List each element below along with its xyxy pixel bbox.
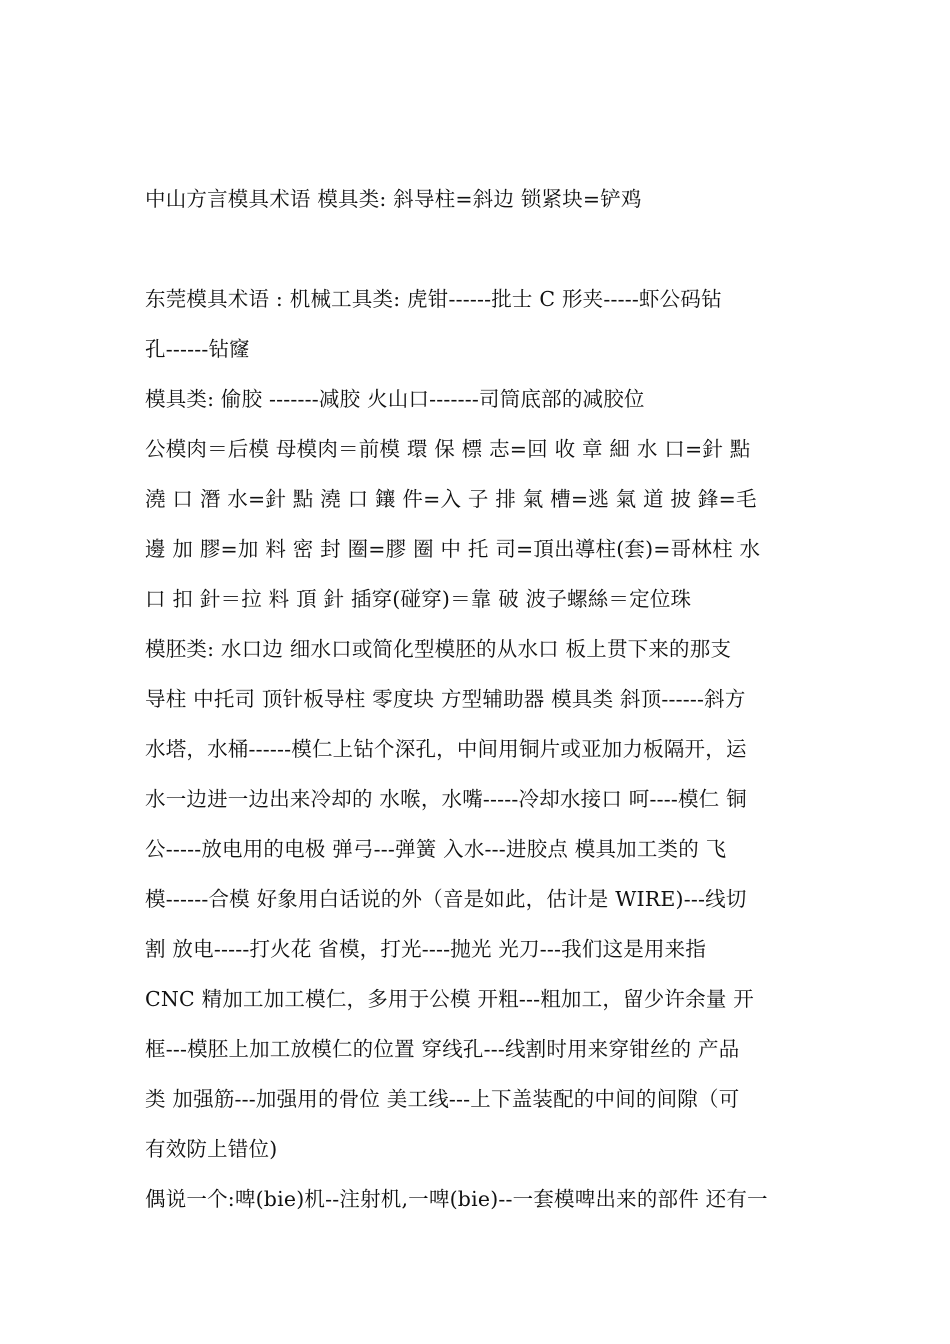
- text-line: 框---模胚上加工放模仁的位置 穿线孔---线割时用来穿钳丝的 产品: [145, 1037, 740, 1061]
- text-line: 澆 口 潛 水=針 點 澆 口 鑲 件=入 子 排 氣 槽=逃 氣 道 披 鋒=毛: [145, 487, 757, 511]
- text-line: 公模肉＝后模 母模肉＝前模 環 保 標 志=回 收 章 細 水 口=針 點: [145, 437, 751, 461]
- text-line: 模胚类: 水口边 细水口或简化型模胚的从水口 板上贯下来的那支: [145, 637, 732, 661]
- text-line: 中山方言模具术语 模具类: 斜导柱=斜边 锁紧块=铲鸡: [145, 187, 642, 211]
- text-line: 模具类: 偷胶 -------减胶 火山口-------司筒底部的减胶位: [145, 387, 645, 411]
- text-line: 有效防上错位): [145, 1137, 278, 1161]
- text-line: 公-----放电用的电极 弹弓---弹簧 入水---进胶点 模具加工类的 飞: [145, 837, 727, 861]
- text-line: 口 扣 針＝拉 料 頂 針 插穿(碰穿)＝靠 破 波子螺絲＝定位珠: [145, 587, 692, 611]
- text-line: 模------合模 好象用白话说的外（音是如此，估计是 WIRE)---线切: [145, 887, 747, 911]
- text-line: 水塔，水桶------模仁上钻个深孔，中间用铜片或亚加力板隔开，运: [145, 737, 747, 761]
- text-line: 东莞模具术语 : 机械工具类: 虎钳------批士 C 形夹-----虾公码钻: [145, 287, 722, 311]
- text-line: 导柱 中托司 顶针板导柱 零度块 方型辅助器 模具类 斜顶------斜方: [145, 687, 746, 711]
- text-line: CNC 精加工加工模仁，多用于公模 开粗---粗加工，留少许余量 开: [145, 987, 754, 1011]
- text-line: 邊 加 膠=加 料 密 封 圈=膠 圈 中 托 司=頂出導柱(套)=哥林柱 水: [145, 537, 761, 561]
- text-line: 偶说一个:啤(bie)机--注射机,一啤(bie)--一套模啤出来的部件 还有一: [145, 1187, 768, 1211]
- text-line: 类 加强筋---加强用的骨位 美工线---上下盖装配的中间的间隙（可: [145, 1087, 740, 1111]
- text-line: 割 放电-----打火花 省模，打光----抛光 光刀---我们这是用来指: [145, 937, 707, 961]
- text-line: 水一边进一边出来冷却的 水喉，水嘴-----冷却水接口 呵----模仁 铜: [145, 787, 747, 811]
- text-line: 孔------钻窿: [145, 337, 250, 361]
